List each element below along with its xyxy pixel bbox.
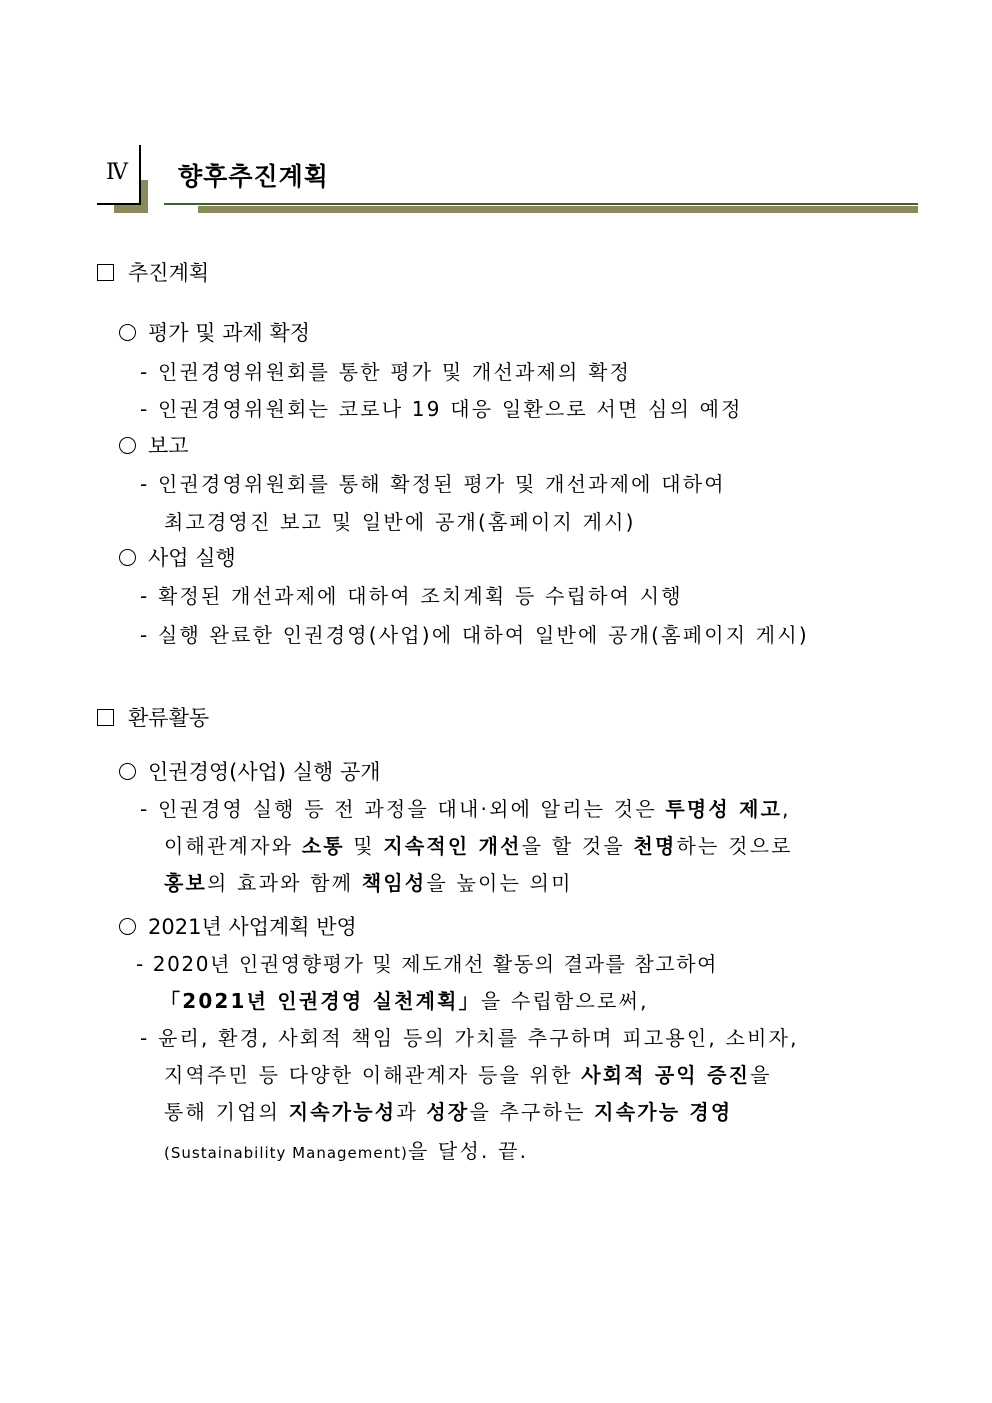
bullet-line: - 실행 완료한 인권경영(사업)에 대하여 일반에 공개(홈페이지 게시)	[140, 623, 809, 647]
emphasis: 천명	[633, 834, 677, 858]
bullet-line	[164, 1135, 528, 1164]
emphasis: 「2021년 인권경영 실천계획」	[160, 989, 481, 1013]
bullet-line: - 인권경영위원회는 코로나 19 대응 일환으로 서면 심의 예정	[140, 397, 743, 421]
text: 을 할 것을	[521, 834, 634, 858]
section-title: 환류활동	[128, 706, 210, 730]
emphasis: 성장	[426, 1100, 470, 1124]
square-bullet-icon	[97, 709, 114, 726]
page-title: 향후추진계획	[178, 162, 329, 191]
header-shadow	[114, 204, 148, 213]
item-heading-text: 인권경영(사업) 실행 공개	[148, 760, 381, 784]
section-heading-plan	[97, 257, 209, 287]
text: 통해 기업의	[164, 1100, 289, 1124]
emphasis: 투명성 제고	[665, 797, 783, 821]
bullet-line	[164, 867, 573, 896]
bullet-line	[160, 985, 649, 1014]
item-heading	[119, 542, 236, 572]
bullet-line: - 2020년 인권영향평가 및 제도개선 활동의 결과를 참고하여	[136, 952, 719, 976]
item-heading-text: 사업 실행	[148, 546, 236, 570]
circle-bullet-icon	[119, 918, 136, 935]
emphasis: 지속가능 경영	[594, 1100, 733, 1124]
section-number: Ⅳ	[106, 160, 127, 185]
text: 을	[750, 1063, 772, 1087]
bullet-line	[164, 1059, 772, 1088]
circle-bullet-icon	[119, 763, 136, 780]
section-heading-feedback	[97, 702, 209, 732]
circle-bullet-icon	[119, 324, 136, 341]
text: 과	[396, 1100, 427, 1124]
bullet-line: - 윤리, 환경, 사회적 책임 등의 가치를 추구하며 피고용인, 소비자,	[140, 1026, 799, 1050]
bullet-line: - 확정된 개선과제에 대하여 조치계획 등 수립하여 시행	[140, 584, 683, 608]
bullet-line	[164, 830, 793, 859]
text: 을 달성. 끝.	[407, 1139, 529, 1163]
item-heading	[119, 756, 381, 786]
bullet-line: - 인권경영위원회를 통해 확정된 평가 및 개선과제에 대하여	[140, 472, 726, 496]
bullet-line: - 인권경영위원회를 통한 평가 및 개선과제의 확정	[140, 360, 632, 384]
text: 이해관계자와	[164, 834, 302, 858]
item-heading-text: 평가 및 과제 확정	[148, 321, 311, 345]
text: 을 수립함으로써,	[480, 989, 649, 1013]
text: 하는 것으로	[676, 834, 793, 858]
emphasis: 사회적 공익 증진	[581, 1063, 751, 1087]
text: 및	[344, 834, 384, 858]
text: (Sustainability Management)	[164, 1144, 408, 1162]
emphasis: 지속가능성	[288, 1100, 397, 1124]
item-heading	[119, 430, 189, 460]
section-title: 추진계획	[128, 261, 210, 285]
item-heading	[119, 911, 357, 941]
text: 지역주민 등 다양한 이해관계자 등을 위한	[164, 1063, 582, 1087]
text: ,	[782, 797, 791, 821]
title-bar	[198, 206, 918, 213]
emphasis: 지속적인 개선	[383, 834, 522, 858]
item-heading-text: 2021년 사업계획 반영	[148, 915, 357, 939]
bullet-line	[164, 1096, 732, 1125]
text: 을 추구하는	[469, 1100, 595, 1124]
title-underline	[164, 203, 918, 205]
circle-bullet-icon	[119, 437, 136, 454]
item-heading	[119, 317, 310, 347]
emphasis: 소통	[301, 834, 345, 858]
item-heading-text: 보고	[148, 434, 189, 458]
square-bullet-icon	[97, 264, 114, 281]
circle-bullet-icon	[119, 549, 136, 566]
bullet-line: 최고경영진 보고 및 일반에 공개(홈페이지 게시)	[164, 510, 636, 534]
emphasis: 책임성	[361, 871, 427, 895]
text: - 인권경영 실행 등 전 과정을 대내·외에 알리는 것은	[140, 797, 666, 821]
bullet-line	[140, 793, 791, 822]
emphasis: 홍보	[164, 871, 208, 895]
text: 을 높이는 의미	[426, 871, 573, 895]
text: 의 효과와 함께	[207, 871, 362, 895]
